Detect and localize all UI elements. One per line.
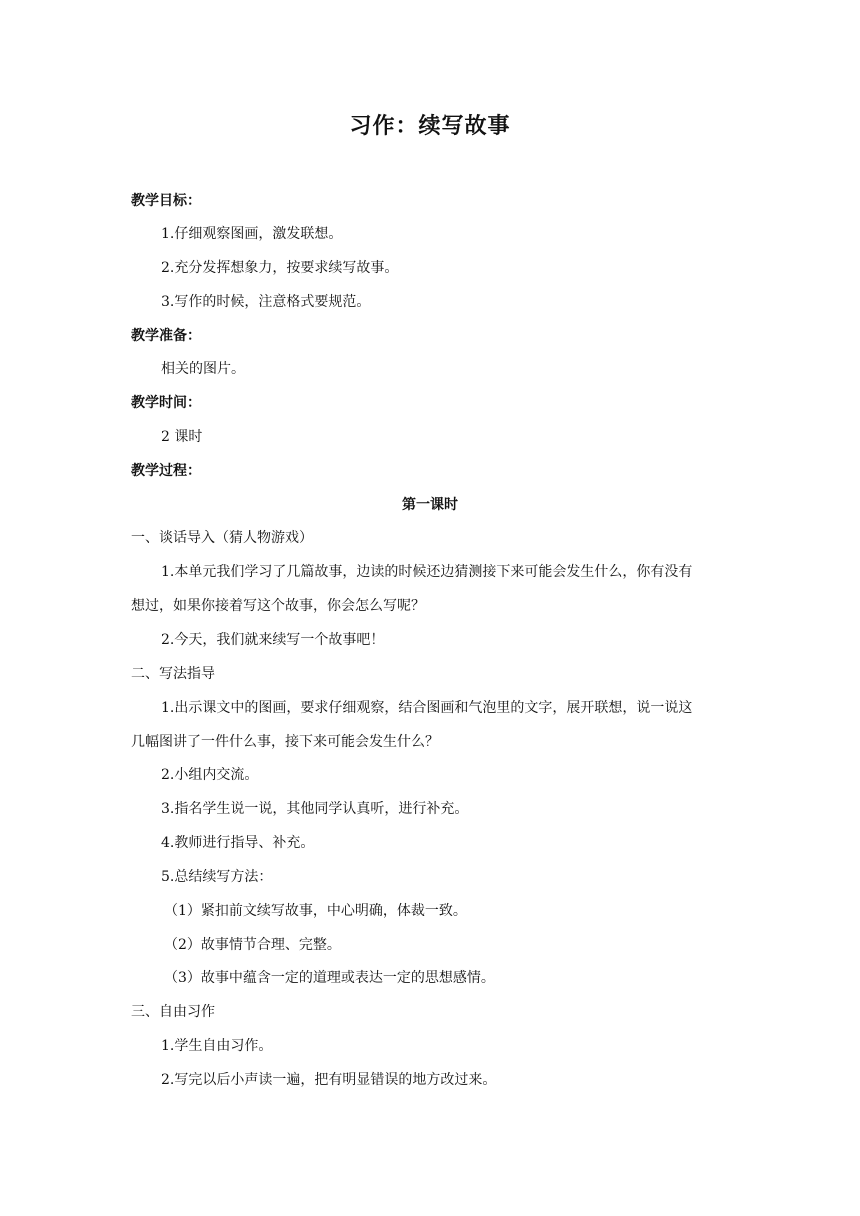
section-1-item-2: 2.今天，我们就来续写一个故事吧！ — [161, 632, 385, 648]
section-1-title: 一、谈话导入（猜人物游戏） — [131, 530, 313, 546]
section-2-item-1-line-1: 1.出示课文中的图画，要求仔细观察，结合图画和气泡里的文字，展开联想，说一说这 — [161, 700, 693, 716]
section-1-item-1-line-2: 想过，如果你接着写这个故事，你会怎么写呢？ — [131, 598, 425, 614]
objective-item-2: 2.充分发挥想象力，按要求续写故事。 — [161, 260, 399, 276]
section-2-sub-1: （1）紧扣前文续写故事，中心明确，体裁一致。 — [164, 903, 467, 919]
section-1-item-1-line-1: 1.本单元我们学习了几篇故事，边读的时候还边猜测接下来可能会发生什么，你有没有 — [161, 564, 693, 580]
section-2-title: 二、写法指导 — [131, 666, 215, 682]
section-2-item-2: 2.小组内交流。 — [161, 767, 259, 783]
lesson-title: 第一课时 — [402, 497, 458, 513]
process-heading: 教学过程： — [131, 463, 201, 479]
time-heading: 教学时间： — [131, 395, 201, 411]
section-3-title: 三、自由习作 — [131, 1004, 215, 1020]
document-title: 习作：续写故事 — [349, 114, 511, 139]
objective-item-3: 3.写作的时候，注意格式要规范。 — [161, 294, 371, 310]
objectives-heading: 教学目标： — [131, 193, 201, 209]
preparation-heading: 教学准备： — [131, 328, 201, 344]
preparation-text: 相关的图片。 — [161, 361, 245, 377]
section-2-sub-2: （2）故事情节合理、完整。 — [164, 937, 341, 953]
section-2-item-1-line-2: 几幅图讲了一件什么事，接下来可能会发生什么？ — [131, 734, 439, 750]
section-3-item-1: 1.学生自由习作。 — [161, 1038, 273, 1054]
objective-item-1: 1.仔细观察图画，激发联想。 — [161, 226, 343, 242]
time-text: 2 课时 — [161, 429, 203, 445]
section-2-sub-3: （3）故事中蕴含一定的道理或表达一定的思想感情。 — [164, 970, 495, 986]
section-2-item-3: 3.指名学生说一说，其他同学认真听，进行补充。 — [161, 801, 469, 817]
section-2-item-4: 4.教师进行指导、补充。 — [161, 835, 315, 851]
section-2-item-5: 5.总结续写方法： — [161, 869, 273, 885]
section-3-item-2: 2.写完以后小声读一遍，把有明显错误的地方改过来。 — [161, 1072, 497, 1088]
